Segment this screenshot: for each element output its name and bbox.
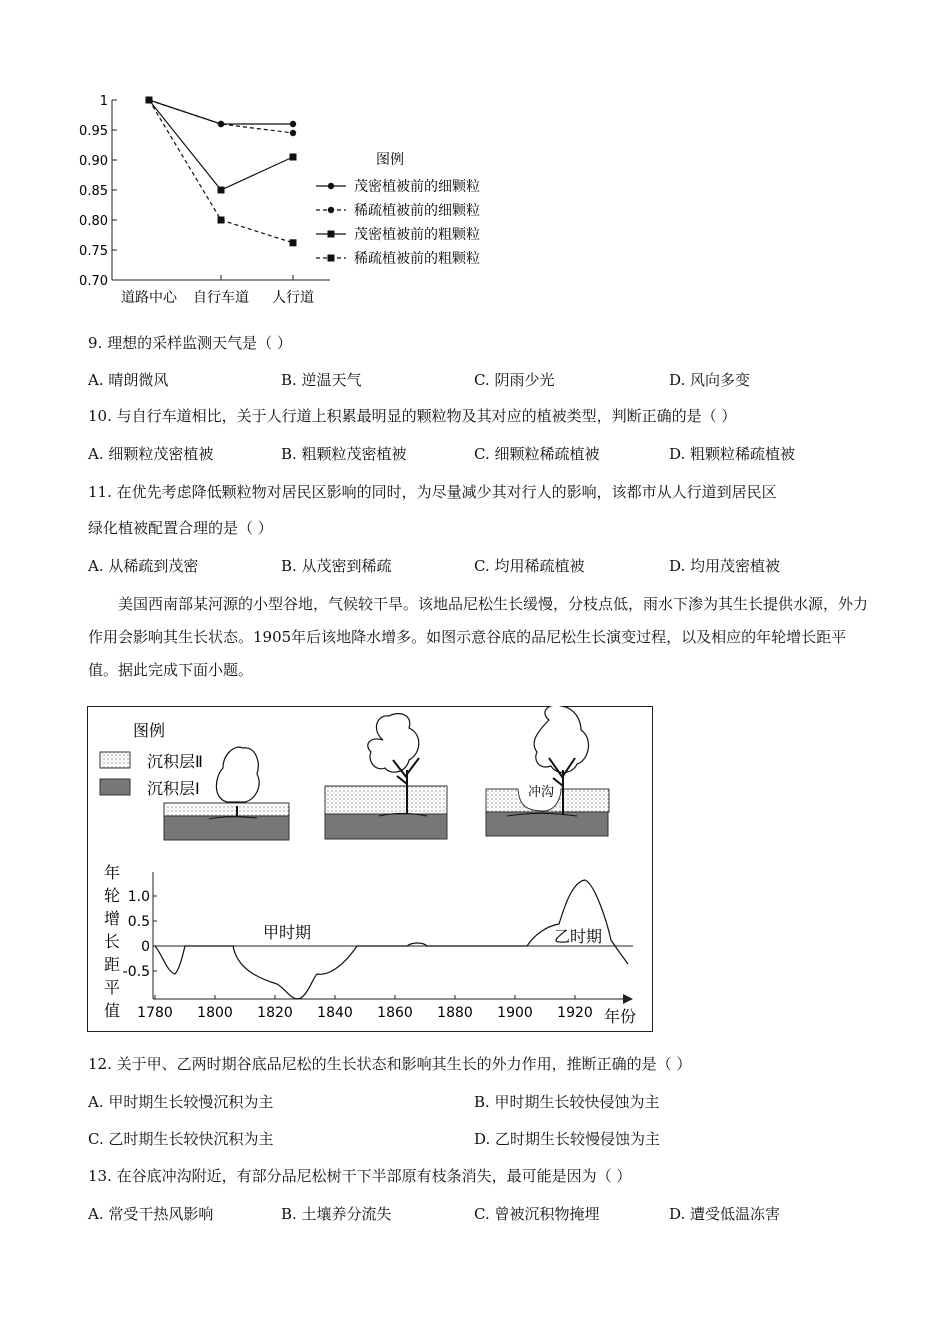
anomaly-x-axis-label: 年份 [604,1007,637,1026]
series-point [290,154,297,161]
q11-option-a: A. 从稀疏到茂密 [88,557,199,575]
question-9-stem: 9. 理想的采样监测天气是（ ） [88,334,292,352]
q9-option-d: D. 风向多变 [669,371,751,389]
anomaly-y-tick-label: 1.0 [127,889,150,905]
q13-option-b: B. 土壤养分流失 [281,1205,392,1223]
ring-anomaly-ylabel [104,863,120,1020]
legend-marker [328,255,335,262]
anomaly-y-tick-label: 0 [141,939,150,955]
y-tick-label: 0.85 [79,184,108,199]
particle-line-chart [0,80,520,315]
question-11-stem-line2: 绿化植被配置合理的是（ ） [88,519,273,537]
ylabel-char: 增 [104,909,121,928]
anomaly-x-tick-label: 1800 [197,1005,233,1021]
legend-swatch-layer-1 [100,779,130,795]
q13-option-c: C. 曾被沉积物掩埋 [474,1205,600,1223]
legend-marker [328,183,334,189]
question-10-stem: 10. 与自行车道相比，关于人行道上积累最明显的颗粒物及其对应的植被类型，判断正确的是（ ） [88,407,737,425]
question-13-stem: 13. 在谷底冲沟附近，有部分品尼松树干下半部原有枝条消失，最可能是因为（ ） [88,1167,632,1185]
q13-option-a: A. 常受干热风影响 [88,1205,214,1223]
x-category-label: 自行车道 [193,290,249,306]
ylabel-char: 值 [104,1001,121,1020]
anomaly-x-tick-label: 1880 [437,1005,473,1021]
legend-label: 稀疏植被前的粗颗粒 [354,251,480,267]
ylabel-char: 距 [104,955,121,974]
series-point [290,239,297,246]
legend-marker [328,207,334,213]
anomaly-x-tick-label: 1860 [377,1005,413,1021]
chart-series [146,97,297,247]
anomaly-x-tick-label: 1920 [557,1005,593,1021]
q10-option-b: B. 粗颗粒茂密植被 [281,445,407,463]
y-tick-label: 0.75 [79,244,108,259]
q9-option-c: C. 阴雨少光 [474,371,555,389]
anomaly-y-tick-label: -0.5 [122,964,150,980]
q11-option-b: B. 从茂密到稀疏 [281,557,392,575]
y-tick-label: 1 [99,94,108,109]
anomaly-x-tick-label: 1820 [257,1005,293,1021]
legend-label: 茂密植被前的粗颗粒 [354,227,480,243]
question-12-stem: 12. 关于甲、乙两时期谷底品尼松的生长状态和影响其生长的外力作用，推断正确的是（ ） [88,1055,692,1073]
q10-option-a: A. 细颗粒茂密植被 [88,445,214,463]
anomaly-x-tick-label: 1900 [497,1005,533,1021]
anomaly-y-tick-label: 0.5 [127,914,150,930]
legend-title: 图例 [376,152,404,168]
passage-text: 美国西南部某河源的小型谷地，气候较干旱。该地品尼松生长缓慢，分枝点低，雨水下渗为其生长提供水源，外力作用会影响其生长状态。1905年后该地降水增多。如图示意谷底的品尼松生长演变过程，以及相应的年轮增长距平值。据此完成下面小题。 [88,595,869,679]
series-point [218,187,225,194]
q12-option-c: C. 乙时期生长较快沉积为主 [88,1130,274,1148]
series-line [149,100,293,133]
q9-option-a: A. 晴朗微风 [88,371,169,389]
q11-option-d: D. 均用茂密植被 [669,557,781,575]
q9-option-b: B. 逆温天气 [281,371,362,389]
q13-option-d: D. 遭受低温冻害 [669,1205,781,1223]
chart-legend [316,152,480,267]
question-11-stem-line1: 11. 在优先考虑降低颗粒物对居民区影响的同时，为尽量减少其对行人的影响，该都市从人行道到居民区 [88,483,777,501]
q12-option-a: A. 甲时期生长较慢沉积为主 [88,1093,274,1111]
series-point [218,121,224,127]
y-tick-label: 0.80 [79,214,108,229]
legend-swatch-layer-2 [100,752,130,768]
q12-option-d: D. 乙时期生长较慢侵蚀为主 [474,1130,661,1148]
pine-growth-figure [87,706,653,1032]
y-tick-label: 0.95 [79,124,108,139]
x-category-label: 道路中心 [121,290,177,306]
series-point [290,130,296,136]
ylabel-char: 轮 [104,886,121,905]
ylabel-char: 年 [104,863,121,882]
y-tick-label: 0.70 [79,274,108,289]
anomaly-x-tick-label: 1780 [137,1005,173,1021]
figure-legend-title: 图例 [133,721,166,740]
series-point [146,97,153,104]
series-point [218,217,225,224]
y-tick-label: 0.90 [79,154,108,169]
legend-layer-2-label: 沉积层Ⅱ [147,752,203,771]
period-yi-label: 乙时期 [554,927,603,946]
q10-option-c: C. 细颗粒稀疏植被 [474,445,600,463]
legend-marker [328,231,335,238]
q10-option-d: D. 粗颗粒稀疏植被 [669,445,796,463]
x-category-label: 人行道 [272,290,314,306]
ylabel-char: 长 [104,932,121,951]
y-tick-labels [79,94,117,289]
q11-option-c: C. 均用稀疏植被 [474,557,585,575]
anomaly-x-tick-label: 1840 [317,1005,353,1021]
q12-option-b: B. 甲时期生长较快侵蚀为主 [474,1093,660,1111]
gully-label: 冲沟 [528,785,555,800]
series-point [290,121,296,127]
period-jia-label: 甲时期 [263,923,312,942]
legend-layer-1-label: 沉积层Ⅰ [147,779,200,798]
series-line [149,100,293,190]
ylabel-char: 平 [104,978,121,997]
legend-label: 茂密植被前的细颗粒 [354,179,480,195]
legend-label: 稀疏植被前的细颗粒 [354,203,480,219]
series-line [149,100,293,124]
